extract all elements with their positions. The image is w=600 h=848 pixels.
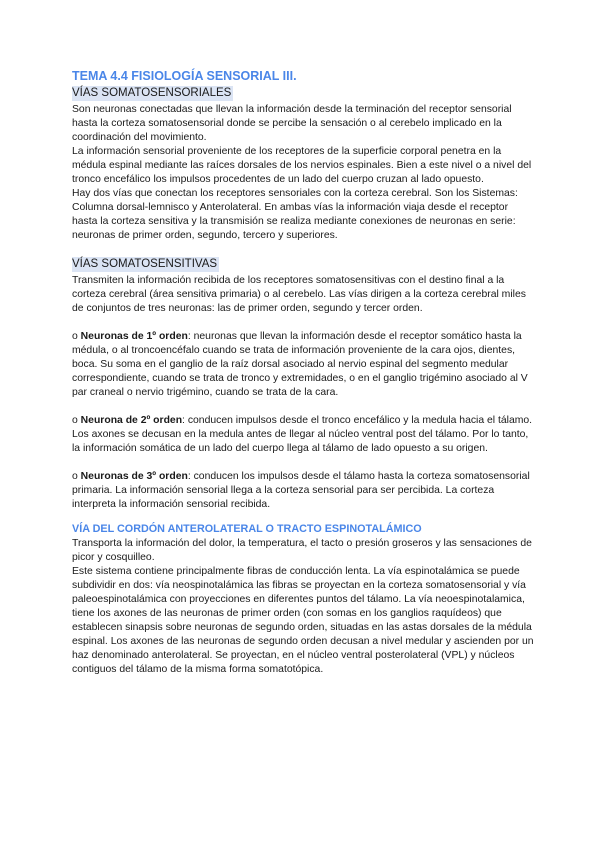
section-heading-cordon-anterolateral: VÍA DEL CORDÓN ANTEROLATERAL O TRACTO ESPINOTALÁMICO (72, 523, 422, 535)
paragraph: Este sistema contiene principalmente fibras de conducción lenta. La vía espinotalámica se puede subdividir en dos: vía neospinotalámica las fibras se proyectan en la corteza somatosensorial y vía paleoespinotalámica con proyecciones en diferentes puntos del tálamo. La vía neoespinotalamica, tiene los axones de las neuronas de primer orden (con somas en los ganglios raquídeos) que establecen sinapsis sobre neuronas de segundo orden, situadas en las astas dorsales de la médula espinal. Los axones de las neuronas de segundo orden decusan a nivel medular y ascienden por un haz denominado anterolateral. Se proyectan, en el núcleo ventral posterolateral (VPL) y núcleos contiguos del tálamo de la misma forma somatotópica. (72, 566, 534, 675)
list-item-neuronas-3-orden (72, 470, 534, 512)
bullet: o (72, 331, 81, 342)
bullet: o (72, 415, 81, 426)
document-page (72, 68, 534, 677)
paragraph: Hay dos vías que conectan los receptores sensoriales con la corteza cerebral. Son los Sistemas: Columna dorsal-lemnisco y Anterolateral. En ambas vías la información viaja desde el receptor hasta la corteza sensitiva y la transmisión se realiza mediante conexiones de neuronas en serie: neuronas de primer orden, segundo, tercero y superiores. (72, 188, 518, 241)
term-text: : conducen los impulsos desde el tálamo hasta la corteza somatosensorial primaria. La información sensorial llega a la corteza sensorial para ser percibida. La corteza interpreta la información sensorial recibida. (72, 471, 530, 510)
list-item-neuronas-1-orden (72, 330, 534, 400)
paragraph: La información sensorial proveniente de los receptores de la superficie corporal penetra en la médula espinal mediante las raíces dorsales de los nervios espinales. Bien a este nivel o a nivel del tronco encefálico los impulsos procedentes de un lado del cuerpo cruzan al lado opuesto. (72, 146, 532, 185)
section-heading-vias-somatosensitivas: VÍAS SOMATOSENSITIVAS (72, 258, 218, 270)
document-title: TEMA 4.4 FISIOLOGÍA SENSORIAL III. (72, 69, 297, 83)
term-text: : neuronas que llevan la información desde el receptor somático hasta la médula, o al troncoencéfalo cuando se trata de información proveniente de la cara ojos, dientes, boca. Su soma en el ganglio de la raíz dorsal asociado al nervio espinal del segmento medular correspondiente, cuando se trata de tronco y extremidades, o en el ganglio trigémino asociado al V par craneal o nervio trigémino, cuando se trata de la cara. (72, 331, 528, 398)
paragraph: Transporta la información del dolor, la temperatura, el tacto o presión groseros y las sensaciones de picor y cosquilleo. (72, 538, 532, 563)
bullet: o (72, 471, 81, 482)
term-label: Neurona de 2º orden (80, 415, 183, 426)
term-label: Neuronas de 3º orden (80, 471, 188, 482)
section-heading-vias-somatosensoriales: VÍAS SOMATOSENSORIALES (72, 87, 232, 99)
list-item-neurona-2-orden (72, 414, 534, 456)
paragraph: Transmiten la información recibida de los receptores somatosensitivas con el destino final a la corteza cerebral (área sensitiva primaria) o al cerebelo. Las vías dirigen a la corteza cerebral miles de conjuntos de tres neuronas: las de primer orden, segundo y tercer orden. (72, 275, 526, 314)
term-text: : conducen impulsos desde el tronco encefálico y la medula hacia el tálamo. Los axones se decusan en la medula antes de llegar al núcleo ventral post del tálamo. Por lo tanto, la información somática de un lado del cuerpo llega al tálamo de lado opuesto a su origen. (72, 415, 533, 454)
paragraph: Son neuronas conectadas que llevan la información desde la terminación del receptor sensorial hasta la corteza somatosensorial donde se percibe la sensación o al cerebelo implicado en la coordinación del movimiento. (72, 104, 512, 143)
term-label: Neuronas de 1º orden (80, 331, 188, 342)
